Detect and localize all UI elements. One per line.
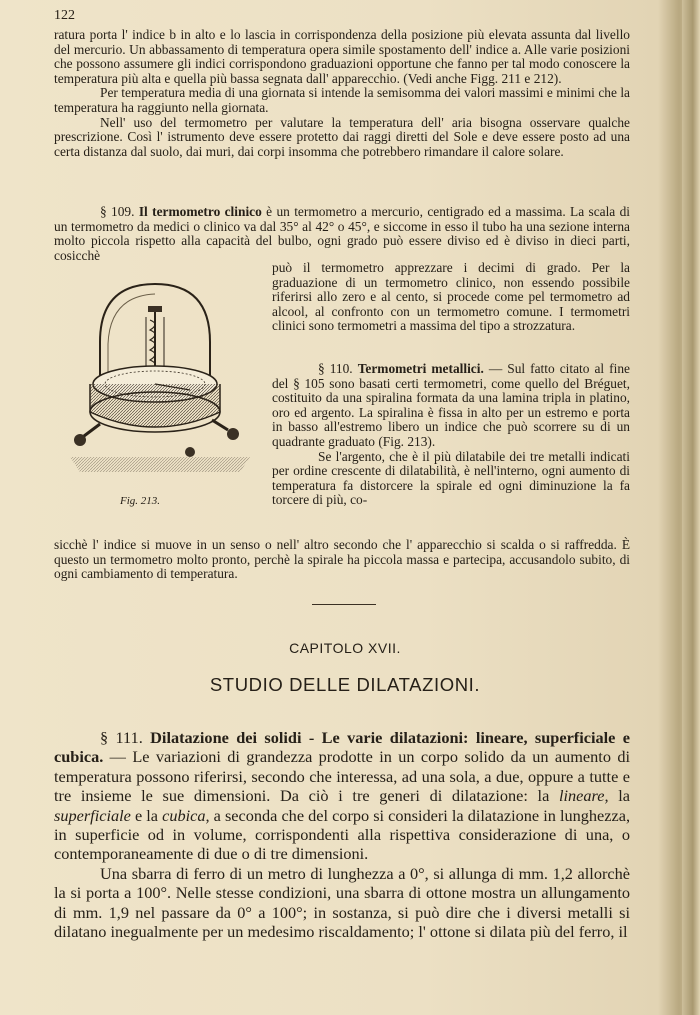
section-text: e la [134, 805, 159, 825]
section-heading: § 110. [318, 361, 353, 376]
paragraph: Una sbarra di ferro di un metro di lunghezza a 0°, si allunga di mm. 1,2 allorchè la si porta a 100°. Nelle stesse condizioni, una sbarra di ottone mostra un allungamento di mm. 1,9 nel passare da 0° a 100°; in sostanza, si può dire che i diversi metalli si dilatano inegualmente per un medesimo riscaldamento; l' ottone si dilata più del ferro, il [54, 863, 630, 942]
paragraph: Per temperatura media di una giornata si intende la semisomma dei valori massimi e minimi che la temperatura ha raggiunto nella giornata. [54, 85, 630, 115]
chapter-title: STUDIO DELLE DILATAZIONI. [209, 674, 481, 695]
divider-rule [312, 604, 376, 605]
section-110 [272, 362, 630, 508]
paragraph: ratura porta l' indice b in alto e lo lascia in corrispondenza della posizione più elevata assunta dal livello del mercurio. Un abbassamento di temperatura opera simile spostamento dell' indice a. Alle varie posizioni che possono assumere gli indici corrispondono graduazioni opportune che fanno per tal modo conoscere la temperatura più alta e quella più bassa segnata dall' apparecchio. (Vedi anche Figg. 211 e 212). [54, 27, 630, 86]
section-text: a seconda che del corpo si consideri la dilatazione in lunghezza, in superficie od in volume, corrispondenti alla rispettiva considerazione di una, o contemporaneamente di due o di tre dimensioni. [54, 805, 631, 864]
section-text: la [618, 786, 630, 806]
section-title: Dilatazione dei solidi - Le varie dilatazioni: lineare, superficiale e cubica. [54, 728, 630, 767]
section-110-continued [54, 538, 630, 582]
section-109-continued [272, 261, 630, 334]
section-111 [54, 728, 630, 941]
paragraph: Nell' uso del termometro per valutare la temperatura dell' aria bisogna osservare qualche prescrizione. Così l' istrumento deve essere protetto dai raggi diretti del Sole e deve essere posto ad una certa distanza dal suolo, dai muri, dai corpi insomma che potrebbero rimandare il calore solare. [54, 114, 630, 159]
section-text: — Le variazioni di grandezza prodotte in un corpo solido da un aumento di temperatura possono riferirsi, secondo che interessa, ad una sola, a due, oppure a tutte e tre insieme le sue dimensioni. Da ciò i tre generi di dilatazione: la [54, 747, 630, 806]
section-text: è un termometro a mercurio, centigrado ed a massima. La scala di un termometro da medici o clinico va dal 35° al 42° o 45°, e siccome in esso il tubo ha una sezione interna molto piccola rispetto alla capacità del bulbo, ogni grado può essere diviso ed è diviso in dieci parti, cosicchè [54, 204, 631, 263]
breguet-thermometer-illustration [60, 272, 260, 492]
section-text: — Sul fatto citato al fine del § 105 sono basati certi termometri, come quello del Bréguet, costituito da una spiralina formata da una lamina tripla in platino, oro ed argento. La spiralina è fissa in alto per un estremo e porta in basso all'estremo libero un indice che può scorrere su di un quadrante graduato (Fig. 213). [272, 361, 630, 449]
section-text: Se l'argento, che è il più dilatabile dei tre metalli indicati per ordine crescente di dilatabilità, è nell'interno, ogni aumento di temperatura fa distorcere la spirale ed ogni diminuzione la fa torcere di più, co- [272, 448, 630, 508]
section-title: Il termometro clinico [138, 204, 262, 219]
section-heading: § 109. [100, 204, 135, 219]
top-block [54, 28, 630, 159]
term-cubica: cubica, [162, 805, 210, 825]
section-title: Termometri metallici. [357, 361, 484, 376]
section-text: può il termometro apprezzare i decimi di grado. Per la graduazione di un termometro clinico, non essendo possibile riferirsi allo zero e al cento, si procede come pel termometro ad alcool, al confronto con un termometro comune. I termometri clinici sono termometri a massima del tipo a strozzatura. [272, 260, 630, 334]
section-109 [54, 205, 630, 263]
page-number: 122 [54, 8, 75, 23]
figure-caption: Fig. 213. [120, 495, 161, 507]
section-heading: § 111. [100, 728, 143, 747]
thermometer-figure [60, 272, 260, 492]
page-edge [682, 0, 700, 1015]
term-superficiale: superficiale [54, 805, 131, 825]
term-lineare: lineare, [558, 786, 609, 806]
section-text: sicchè l' indice si muove in un senso o nell' altro secondo che l' apparecchio si scalda o si raffredda. È questo un termometro molto pronto, perchè la spirale ha piccola massa e partecipa, accusandolo subito, di ogni cambiamento di temperatura. [54, 537, 630, 582]
chapter-number: CAPITOLO XVII. [289, 640, 401, 656]
